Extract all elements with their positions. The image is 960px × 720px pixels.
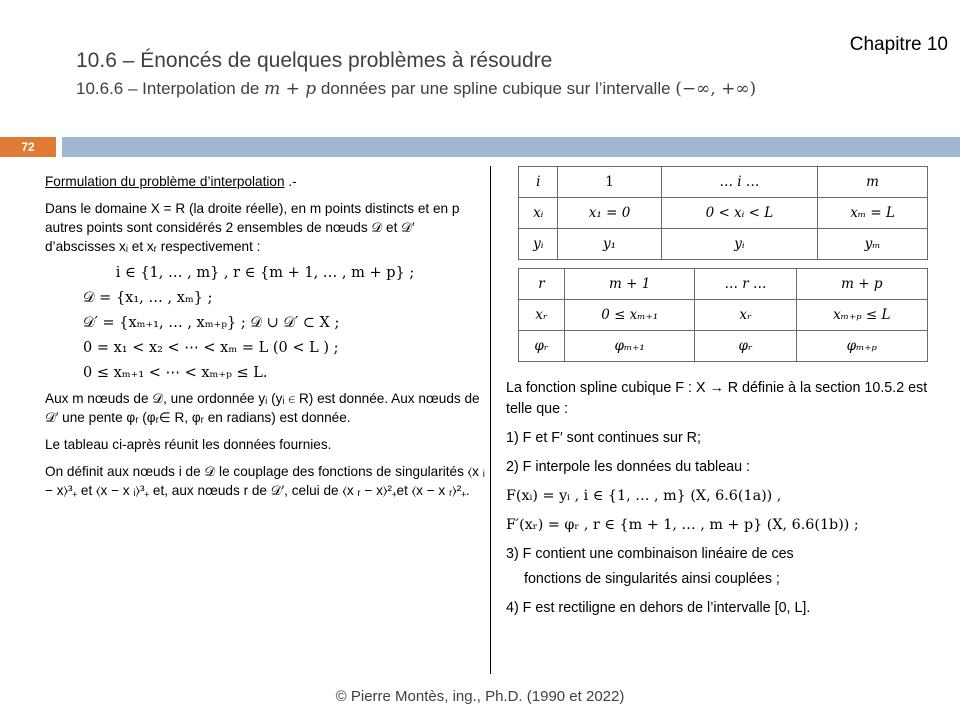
table-row — [519, 269, 928, 300]
table-cell: yₘ — [818, 229, 928, 260]
copyright-footer: © Pierre Montès, ing., Ph.D. (1990 et 2022) — [335, 688, 625, 705]
page-number-badge: 72 — [0, 137, 56, 157]
table-cell: yᵢ — [519, 229, 558, 260]
ordinate-paragraph: Aux m nœuds de 𝒟, une ordonnée yᵢ (yᵢ ∈ R) est donnée. Aux nœuds de 𝒟′ une pente φᵣ (φᵣ∈ R, φᵣ en radians) est donnée. — [45, 391, 480, 425]
data-table-d-prime — [518, 268, 928, 362]
equation-slope: F′(xᵣ) = φᵣ , r ∈ {m + 1, … , m + p} (X, 6.6(1b)) ; — [506, 517, 859, 533]
table-cell: … i … — [661, 167, 818, 198]
table-row — [519, 198, 928, 229]
condition-1: 1) F et F′ sont continues sur R; — [506, 430, 701, 446]
header-divider-bar — [62, 137, 960, 157]
table-row — [519, 167, 928, 198]
data-table-d — [518, 166, 928, 260]
formula-order-x: 0 = x₁ < x₂ < ⋯ < xₘ = L (0 < L ) ; — [83, 340, 339, 356]
table-cell: 1 — [558, 167, 661, 198]
formula-set-d-prime: 𝒟′ = {xₘ₊₁, … , xₘ₊ₚ} ; 𝒟 ∪ 𝒟′ ⊂ X ; — [83, 315, 340, 331]
condition-3: 3) F contient une combinaison linéaire de ces — [506, 546, 794, 562]
table-cell: xᵣ — [519, 300, 565, 331]
column-divider — [490, 166, 491, 674]
subtitle-middle: données par une spline cubique sur l’intervalle — [316, 79, 676, 98]
subtitle-interval: (−∞, +∞) — [675, 79, 757, 99]
table-cell: 0 < xᵢ < L — [661, 198, 818, 229]
coupling-paragraph: On définit aux nœuds i de 𝒟 le couplage des fonctions de singularités ⟨x ᵢ − x⟩³₊ et ⟨x − x ᵢ⟩³₊ et, aux nœuds r de 𝒟′, celui de ⟨x ᵣ − x⟩²₊et ⟨x − x ᵣ⟩²₊. — [45, 464, 485, 498]
table-cell: 0 ≤ xₘ₊₁ — [564, 300, 695, 331]
formula-order-xr: 0 ≤ xₘ₊₁ < ⋯ < xₘ₊ₚ ≤ L. — [83, 365, 268, 381]
formula-index-sets: i ∈ {1, … , m} , r ∈ {m + 1, … , m + p} ; — [115, 265, 415, 281]
table-intro-paragraph: Le tableau ci-après réunit les données fournies. — [45, 437, 332, 452]
chapter-label: Chapitre 10 — [849, 34, 948, 55]
right-column — [506, 378, 946, 627]
table-cell: xₘ = L — [818, 198, 928, 229]
table-row — [519, 331, 928, 362]
spline-intro: La fonction spline cubique F : X → R définie à la section 10.5.2 est telle que : — [506, 380, 928, 417]
table-cell: xₘ₊ₚ ≤ L — [796, 300, 927, 331]
table-cell: φᵣ — [695, 331, 796, 362]
table-cell: m — [818, 167, 928, 198]
condition-2: 2) F interpole les données du tableau : — [506, 459, 751, 475]
table-cell: yᵢ — [661, 229, 818, 260]
condition-3-continued: fonctions de singularités ainsi couplées ; — [524, 571, 780, 587]
subtitle-prefix: 10.6.6 – Interpolation de — [76, 79, 265, 98]
table-cell: xᵣ — [695, 300, 796, 331]
table-cell: φᵣ — [519, 331, 565, 362]
formula-set-d: 𝒟 = {x₁, … , xₘ} ; — [83, 290, 213, 306]
table-cell: m + p — [796, 269, 927, 300]
table-cell: m + 1 — [564, 269, 695, 300]
table-cell: … r … — [695, 269, 796, 300]
table-cell: φₘ₊₁ — [564, 331, 695, 362]
table-cell: i — [519, 167, 558, 198]
table-cell: xᵢ — [519, 198, 558, 229]
table-row — [519, 229, 928, 260]
table-cell: r — [519, 269, 565, 300]
table-cell: φₘ₊ₚ — [796, 331, 927, 362]
table-cell: x₁ = 0 — [558, 198, 661, 229]
left-column — [45, 172, 485, 508]
subtitle-math: m + p — [264, 79, 317, 99]
equation-interpolation: F(xᵢ) = yᵢ , i ∈ {1, … , m} (X, 6.6(1a)) , — [506, 488, 782, 504]
table-row — [519, 300, 928, 331]
table-cell: y₁ — [558, 229, 661, 260]
page-title: 10.6 – Énoncés de quelques problèmes à résoudre — [76, 49, 553, 72]
condition-4: 4) F est rectiligne en dehors de l’intervalle [0, L]. — [506, 600, 811, 616]
domain-paragraph: Dans le domaine X = R (la droite réelle), en m points distincts et en p autres points sont considérés 2 ensembles de nœuds 𝒟 et 𝒟′ d’abscisses xᵢ et xᵣ respectivement : — [45, 201, 460, 254]
problem-heading: Formulation du problème d’interpolation .- — [45, 174, 297, 189]
page-subtitle — [76, 79, 756, 99]
